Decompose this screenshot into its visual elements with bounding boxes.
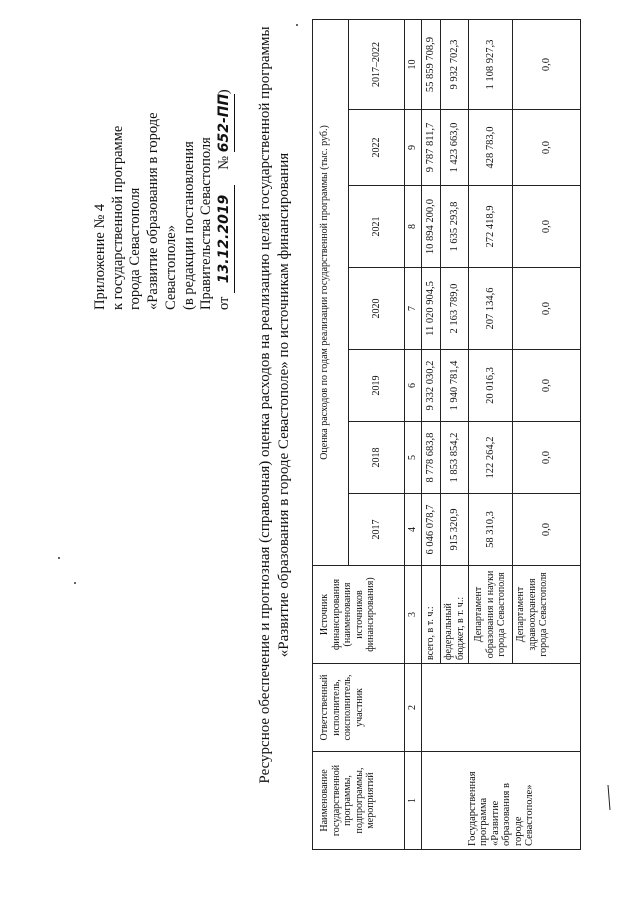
value-cell: 9 932 702,3: [441, 19, 469, 109]
value-cell: 0,0: [513, 494, 581, 566]
dust-dot: [58, 557, 60, 559]
column-number: 5: [405, 422, 422, 494]
column-number: 9: [405, 110, 422, 186]
program-name-cell: Государственная программа «Развитие образования в городе Севастополе»: [422, 752, 581, 850]
title-line-2: «Развитие образования в городе Севастополе» по источникам финансирования: [276, 152, 292, 658]
value-cell: 1 635 293,8: [441, 186, 469, 268]
value-cell: 8 778 683,8: [422, 422, 441, 494]
value-cell: 20 016,3: [469, 350, 513, 422]
value-cell: 0,0: [513, 186, 581, 268]
pen-mark: [608, 785, 610, 810]
value-cell: 1 108 927,3: [469, 19, 513, 109]
column-number: 1: [405, 752, 422, 850]
dust-dot: [74, 582, 76, 584]
value-cell: 0,0: [513, 110, 581, 186]
numbering-row: [405, 19, 422, 849]
header-year: 2020: [349, 268, 405, 350]
value-cell: 428 783,0: [469, 110, 513, 186]
appendix-line: (в редакции постановления: [180, 141, 197, 310]
value-cell: 1 940 781,4: [441, 350, 469, 422]
header-executor: Ответственный исполнитель, соисполнитель, участник: [313, 664, 405, 752]
value-cell: 6 046 078,7: [422, 494, 441, 566]
value-cell: 915 320,9: [441, 494, 469, 566]
value-cell: 122 264,2: [469, 422, 513, 494]
value-cell: 9 332 030,2: [422, 350, 441, 422]
source-cell: Департамент образования и науки города Севастополя: [469, 566, 513, 664]
number-prefix: №: [215, 155, 232, 170]
source-cell: Департамент здравоохранения города Севастополя: [513, 566, 581, 664]
column-number: 4: [405, 494, 422, 566]
value-cell: 0,0: [513, 268, 581, 350]
date-prefix: от: [215, 296, 232, 310]
column-number: 6: [405, 350, 422, 422]
appendix-line: «Развитие образования в городе: [145, 112, 162, 310]
value-cell: 55 859 708,9: [422, 19, 441, 109]
budget-table: [312, 19, 581, 850]
header-year: 2017: [349, 494, 405, 566]
value-cell: 207 134,6: [469, 268, 513, 350]
header-year: 2018: [349, 422, 405, 494]
title-line-1: Ресурсное обеспечение и прогнозная (справочная) оценка расходов на реализацию целей государственной программы: [257, 26, 273, 784]
column-number: 2: [405, 664, 422, 752]
executor-cell: [422, 664, 581, 752]
value-cell: 11 020 904,5: [422, 268, 441, 350]
appendix-line: города Севастополя: [127, 187, 144, 310]
source-cell: федеральный бюджет, в т. ч.:: [441, 566, 469, 664]
appendix-date-line: от 13.12.2019 № 652-ПП): [216, 40, 235, 310]
header-program-name: Наименование государственной программы, подпрограммы, мероприятий: [313, 752, 405, 850]
handwritten-date: 13.12.2019: [215, 194, 232, 284]
value-cell: 58 310,3: [469, 494, 513, 566]
column-number: 8: [405, 186, 422, 268]
value-cell: 10 894 200,0: [422, 186, 441, 268]
header-year: 2019: [349, 350, 405, 422]
header-year: 2022: [349, 110, 405, 186]
header-source: Источник финансирования (наименования источников финансирования): [313, 566, 405, 664]
column-number: 3: [405, 566, 422, 664]
value-cell: 2 163 789,0: [441, 268, 469, 350]
value-cell: 0,0: [513, 19, 581, 109]
table-row: [422, 19, 441, 849]
column-number: 10: [405, 19, 422, 109]
appendix-line: Севастополе»: [162, 225, 179, 310]
appendix-block: [92, 40, 235, 310]
value-cell: 0,0: [513, 350, 581, 422]
value-cell: 0,0: [513, 422, 581, 494]
appendix-line: к государственной программе: [109, 125, 126, 310]
value-cell: 1 853 854,2: [441, 422, 469, 494]
document-title: [256, 15, 294, 795]
header-year-total: 2017–2022: [349, 19, 405, 109]
value-cell: 9 787 811,7: [422, 110, 441, 186]
handwritten-number: 652-ПП: [215, 93, 232, 153]
column-number: 7: [405, 268, 422, 350]
dust-dot: [296, 24, 298, 26]
value-cell: 272 418,9: [469, 186, 513, 268]
header-expense-estimate: Оценка расходов по годам реализации государственной программы (тыс. руб.): [313, 19, 349, 565]
source-cell: всего, в т. ч.:: [422, 566, 441, 664]
header-year: 2021: [349, 186, 405, 268]
appendix-line: Приложение № 4: [92, 203, 108, 310]
appendix-line: Правительства Севастополя: [198, 137, 215, 310]
value-cell: 1 423 663,0: [441, 110, 469, 186]
